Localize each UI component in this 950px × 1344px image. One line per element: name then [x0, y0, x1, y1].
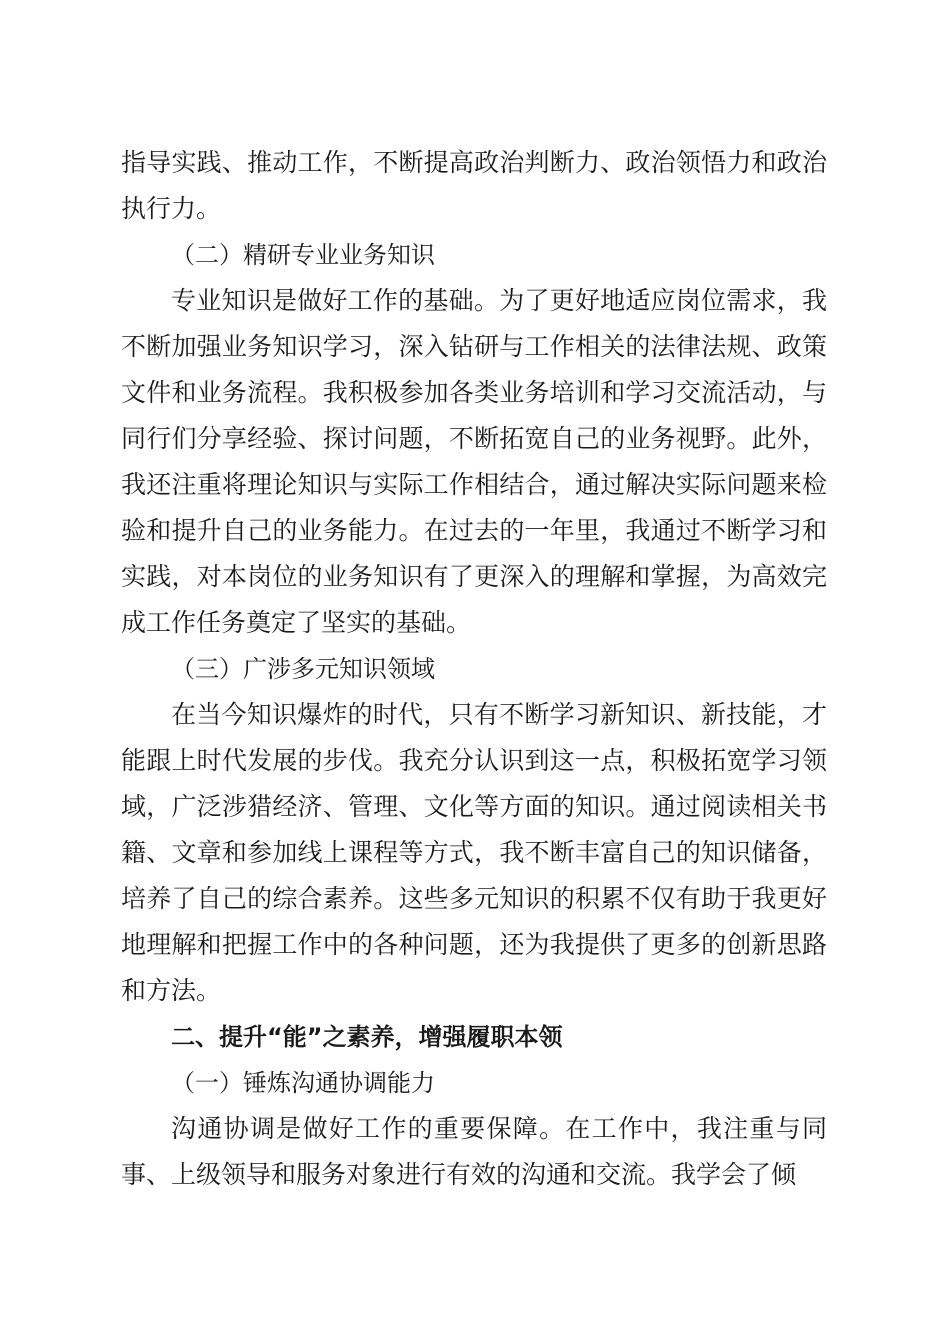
paragraph-diverse-knowledge: 在当今知识爆炸的时代，只有不断学习新知识、新技能，才能跟上时代发展的步伐。我充分认识到这一点，积极拓宽学习领域，广泛涉猎经济、管理、文化等方面的知识。通过阅读相关书籍、文章和参加线上课程等方式，我不断丰富自己的知识储备，培养了自己的综合素养。这些多元知识的积累不仅有助于我更好地理解和把握工作中的各种问题，还为我提供了更多的创新思路和方法。 [121, 700, 827, 1005]
subheading-communication: （一）锤炼沟通协调能力 [171, 1069, 435, 1097]
section-heading-ability: 二、提升“能”之素养，增强履职本领 [171, 1023, 563, 1051]
subheading-diverse-knowledge: （三）广涉多元知识领域 [171, 655, 435, 683]
paragraph-professional-knowledge: 专业知识是做好工作的基础。为了更好地适应岗位需求，我不断加强业务知识学习，深入钻研与工作相关的法律法规、政策文件和业务流程。我积极参加各类业务培训和学习交流活动，与同行们分享经验、探讨问题，不断拓宽自己的业务视野。此外，我还注重将理论知识与实际工作相结合，通过解决实际问题来检验和提升自己的业务能力。在过去的一年里，我通过不断学习和实践，对本岗位的业务知识有了更深入的理解和掌握，为高效完成工作任务奠定了坚实的基础。 [121, 286, 827, 637]
document-body [121, 140, 827, 1198]
paragraph-continuation: 指导实践、推动工作，不断提高政治判断力、政治领悟力和政治执行力。 [121, 148, 827, 223]
paragraph-communication: 沟通协调是做好工作的重要保障。在工作中，我注重与同事、上级领导和服务对象进行有效的沟通和交流。我学会了倾 [121, 1114, 827, 1189]
subheading-professional-knowledge: （二）精研专业业务知识 [171, 241, 435, 269]
